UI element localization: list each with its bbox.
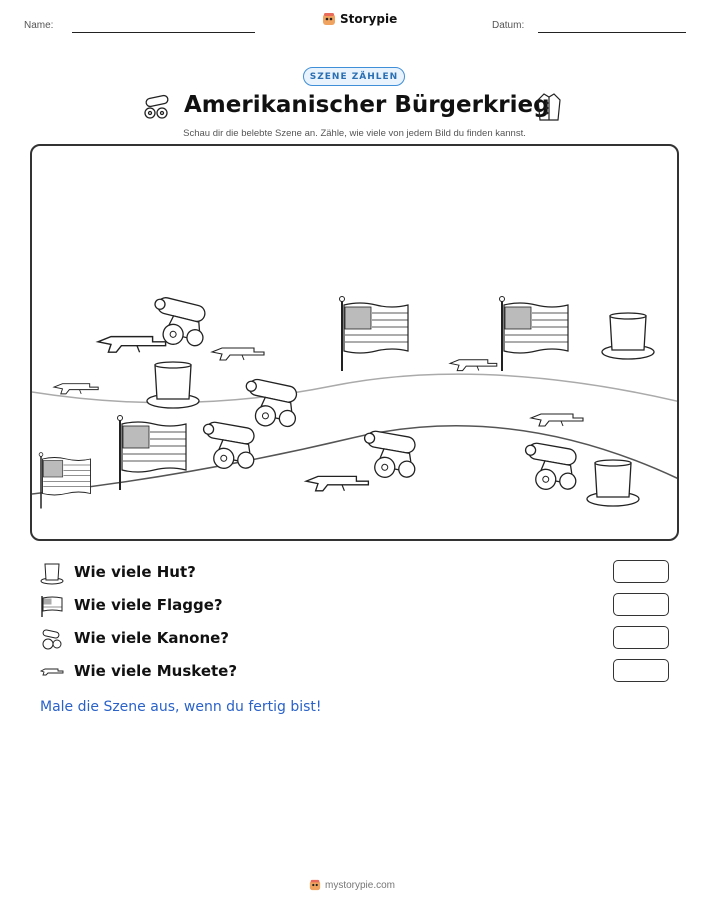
date-label: Datum: bbox=[492, 20, 525, 31]
scene-flag bbox=[118, 416, 187, 491]
coloring-note: Male die Szene aus, wenn du fertig bist! bbox=[40, 699, 322, 715]
scene-count-badge: SZENE ZÄHLEN bbox=[303, 67, 405, 86]
scene-musket bbox=[450, 360, 497, 371]
name-label: Name: bbox=[24, 20, 54, 31]
top-hat-icon bbox=[40, 561, 64, 585]
page-title: Amerikanischer Bürgerkrieg bbox=[184, 92, 550, 118]
answer-box-cannon[interactable] bbox=[613, 626, 669, 649]
answer-box-hat[interactable] bbox=[613, 560, 669, 583]
question-label: Wie viele Kanone? bbox=[74, 629, 229, 647]
cannon-icon bbox=[40, 627, 64, 651]
question-label: Wie viele Muskete? bbox=[74, 662, 238, 680]
scene-musket bbox=[306, 476, 368, 490]
brand-logo bbox=[322, 12, 397, 26]
title-row bbox=[0, 90, 709, 126]
scene-cannon bbox=[358, 429, 420, 482]
question-label: Wie viele Flagge? bbox=[74, 596, 223, 614]
scene-flag bbox=[500, 297, 569, 372]
scene-musket bbox=[98, 337, 166, 353]
scene-hat bbox=[587, 460, 639, 506]
scene-hat bbox=[147, 362, 199, 408]
answer-box-flag[interactable] bbox=[613, 593, 669, 616]
storypie-logo-icon bbox=[322, 12, 336, 26]
brand-name: Storypie bbox=[340, 12, 398, 26]
name-line[interactable] bbox=[72, 32, 255, 33]
scene-musket bbox=[212, 348, 264, 360]
scene-flag bbox=[39, 453, 90, 509]
scene-cannon bbox=[197, 420, 259, 473]
scene-hat bbox=[602, 313, 654, 359]
question-hat bbox=[40, 560, 670, 586]
footer-url[interactable]: mystorypie.com bbox=[325, 879, 396, 891]
question-musket bbox=[40, 659, 670, 685]
counting-scene bbox=[30, 144, 679, 541]
instructions: Schau dir die belebte Szene an. Zähle, wie viele von jedem Bild du finden kannst. bbox=[183, 128, 526, 139]
date-line[interactable] bbox=[538, 32, 686, 33]
musket-icon bbox=[40, 660, 64, 684]
question-flag bbox=[40, 593, 670, 619]
storypie-logo-icon bbox=[309, 879, 321, 891]
scene-drawing bbox=[32, 146, 679, 541]
scene-musket bbox=[54, 384, 98, 394]
scene-musket bbox=[531, 414, 583, 426]
answer-box-musket[interactable] bbox=[613, 659, 669, 682]
scene-cannon bbox=[239, 377, 302, 431]
flag-icon bbox=[40, 594, 64, 618]
scene-flag bbox=[340, 297, 409, 372]
footer bbox=[309, 879, 395, 891]
question-cannon bbox=[40, 626, 670, 652]
jacket-icon bbox=[536, 92, 562, 122]
question-label: Wie viele Hut? bbox=[74, 563, 196, 581]
scene-cannon bbox=[519, 441, 581, 494]
cannon-icon bbox=[140, 93, 174, 121]
